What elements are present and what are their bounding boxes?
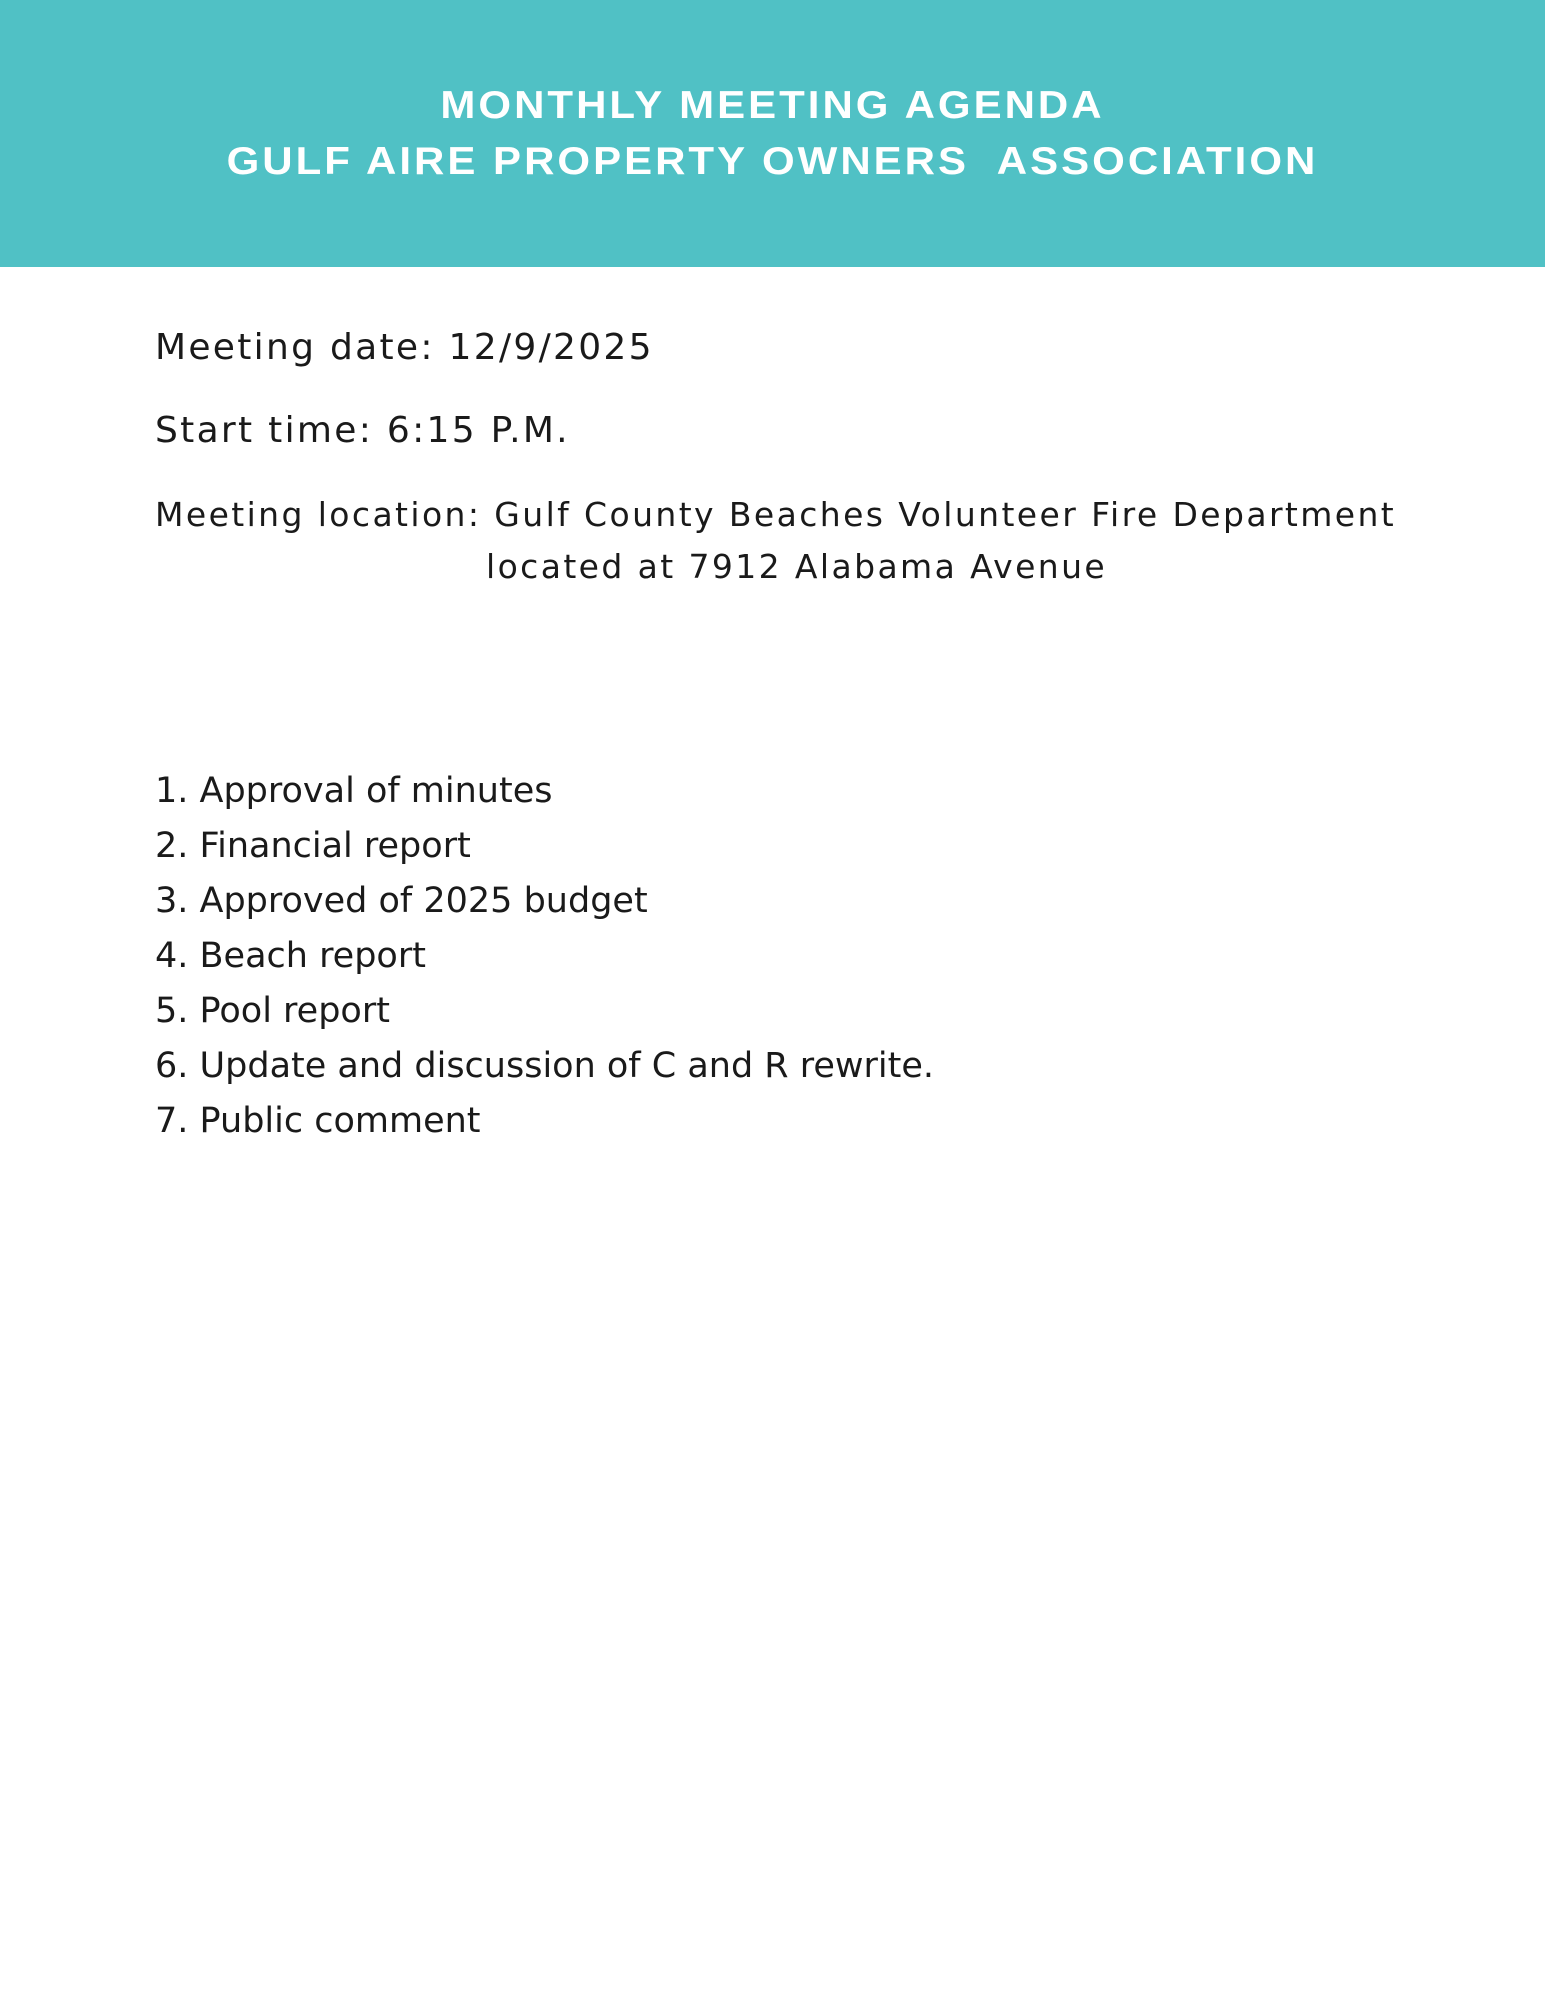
agenda-item: 2. Financial report (155, 826, 471, 866)
agenda-item: 6. Update and discussion of C and R rewrite. (155, 1046, 935, 1086)
meeting-location-address: located at 7912 Alabama Avenue (486, 547, 1108, 586)
agenda-item: 5. Pool report (155, 991, 390, 1031)
meeting-location: Meeting location: Gulf County Beaches Volunteer Fire Department (155, 495, 1397, 534)
agenda-item: 4. Beach report (155, 936, 426, 976)
agenda-item: 7. Public comment (155, 1101, 481, 1141)
start-time: Start time: 6:15 P.M. (155, 410, 570, 451)
header-band (0, 0, 1545, 267)
association-name: GULF AIRE PROPERTY OWNERS ASSOCIATION (226, 138, 1319, 183)
agenda-list (155, 764, 934, 1149)
agenda-title: MONTHLY MEETING AGENDA (440, 82, 1105, 127)
meeting-date: Meeting date: 12/9/2025 (155, 327, 654, 368)
agenda-item: 1. Approval of minutes (155, 771, 553, 811)
agenda-item: 3. Approved of 2025 budget (155, 881, 648, 921)
